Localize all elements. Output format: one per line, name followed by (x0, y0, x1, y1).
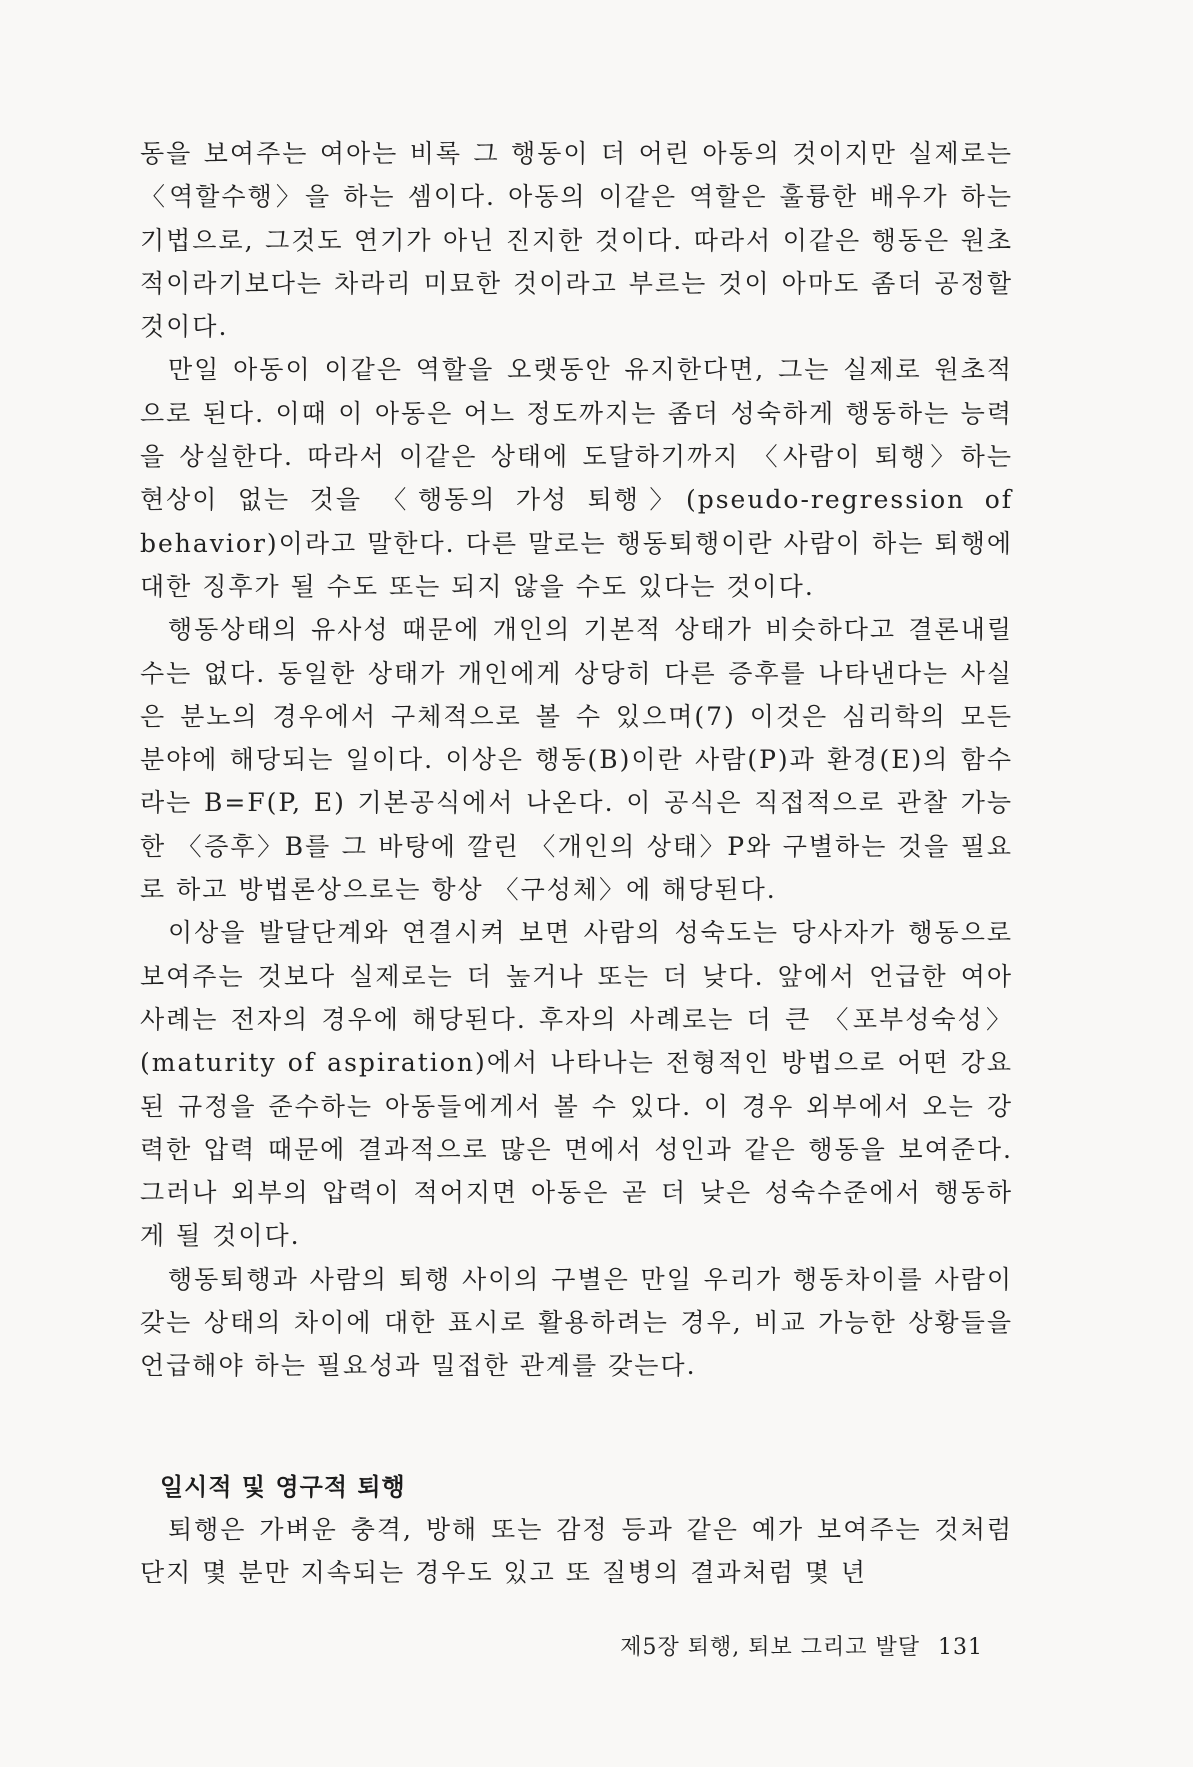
section-heading: 일시적 및 영구적 퇴행 (160, 1473, 406, 1501)
paragraph-3: 행동상태의 유사성 때문에 개인의 기본적 상태가 비슷하다고 결론내릴 수는 없다. 동일한 상태가 개인에게 상당히 다른 증후를 나타낸다는 사실은 분노의 경우에서 구체적으로 볼 수 있으며(7) 이것은 심리학의 모든 분야에 해당되는 일이다. 이상은 행동(B)이란 사람(P)과 환경(E)의 함수라는 B=F(P, E) 기본공식에서 나온다. 이 공식은 직접적으로 관찰 가능한 〈증후〉B를 그 바탕에 깔린 〈개인의 상태〉P와 구별하는 것을 필요로 하고 방법론상으로는 항상 〈구성체〉에 해당된다. (140, 615, 1013, 905)
paragraph-4: 이상을 발달단계와 연결시켜 보면 사람의 성숙도는 당사자가 행동으로 보여주는 것보다 실제로는 더 높거나 또는 더 낮다. 앞에서 언급한 여아 사례는 전자의 경우에 해당된다. 후자의 사례로는 더 큰 〈포부성숙성〉(maturity of aspiration)에서 나타나는 전형적인 방법으로 어떤 강요된 규정을 준수하는 아동들에게서 볼 수 있다. 이 경우 외부에서 오는 강력한 압력 때문에 결과적으로 많은 면에서 성인과 같은 행동을 보여준다. 그러나 외부의 압력이 적어지면 아동은 곧 더 낮은 성숙수준에서 행동하게 될 것이다. (140, 918, 1013, 1251)
chapter-title: 제5장 퇴행, 퇴보 그리고 발달 (620, 1635, 920, 1660)
paragraph-1: 동을 보여주는 여아는 비록 그 행동이 더 어린 아동의 것이지만 실제로는 〈역할수행〉을 하는 셈이다. 아동의 이같은 역할은 훌륭한 배우가 하는 기법으로, 그것도 연기가 아닌 진지한 것이다. 따라서 이같은 행동은 원초적이라기보다는 차라리 미묘한 것이라고 부르는 것이 아마도 좀더 공정할 것이다. (140, 139, 1013, 342)
page-number: 131 (938, 1635, 983, 1660)
page-footer (610, 1630, 983, 1661)
paragraph-5: 행동퇴행과 사람의 퇴행 사이의 구별은 만일 우리가 행동차이를 사람이 갖는 상태의 차이에 대한 표시로 활용하려는 경우, 비교 가능한 상황들을 언급해야 하는 필요성과 밀접한 관계를 갖는다. (140, 1264, 1013, 1381)
paragraph-2: 만일 아동이 이같은 역할을 오랫동안 유지한다면, 그는 실제로 원초적으로 된다. 이때 이 아동은 어느 정도까지는 좀더 성숙하게 행동하는 능력을 상실한다. 따라서 이같은 상태에 도달하기까지 〈사람이 퇴행〉하는 현상이 없는 것을 〈행동의 가성 퇴행〉(pseudo-regression of behavior)이라고 말한다. 다른 말로는 행동퇴행이란 사람이 하는 퇴행에 대한 징후가 될 수도 또는 되지 않을 수도 있다는 것이다. (140, 355, 1013, 601)
paragraph-6: 퇴행은 가벼운 충격, 방해 또는 감정 등과 같은 예가 보여주는 것처럼 단지 몇 분만 지속되는 경우도 있고 또 질병의 결과처럼 몇 년 (140, 1515, 1013, 1588)
body-text (140, 132, 1013, 1388)
